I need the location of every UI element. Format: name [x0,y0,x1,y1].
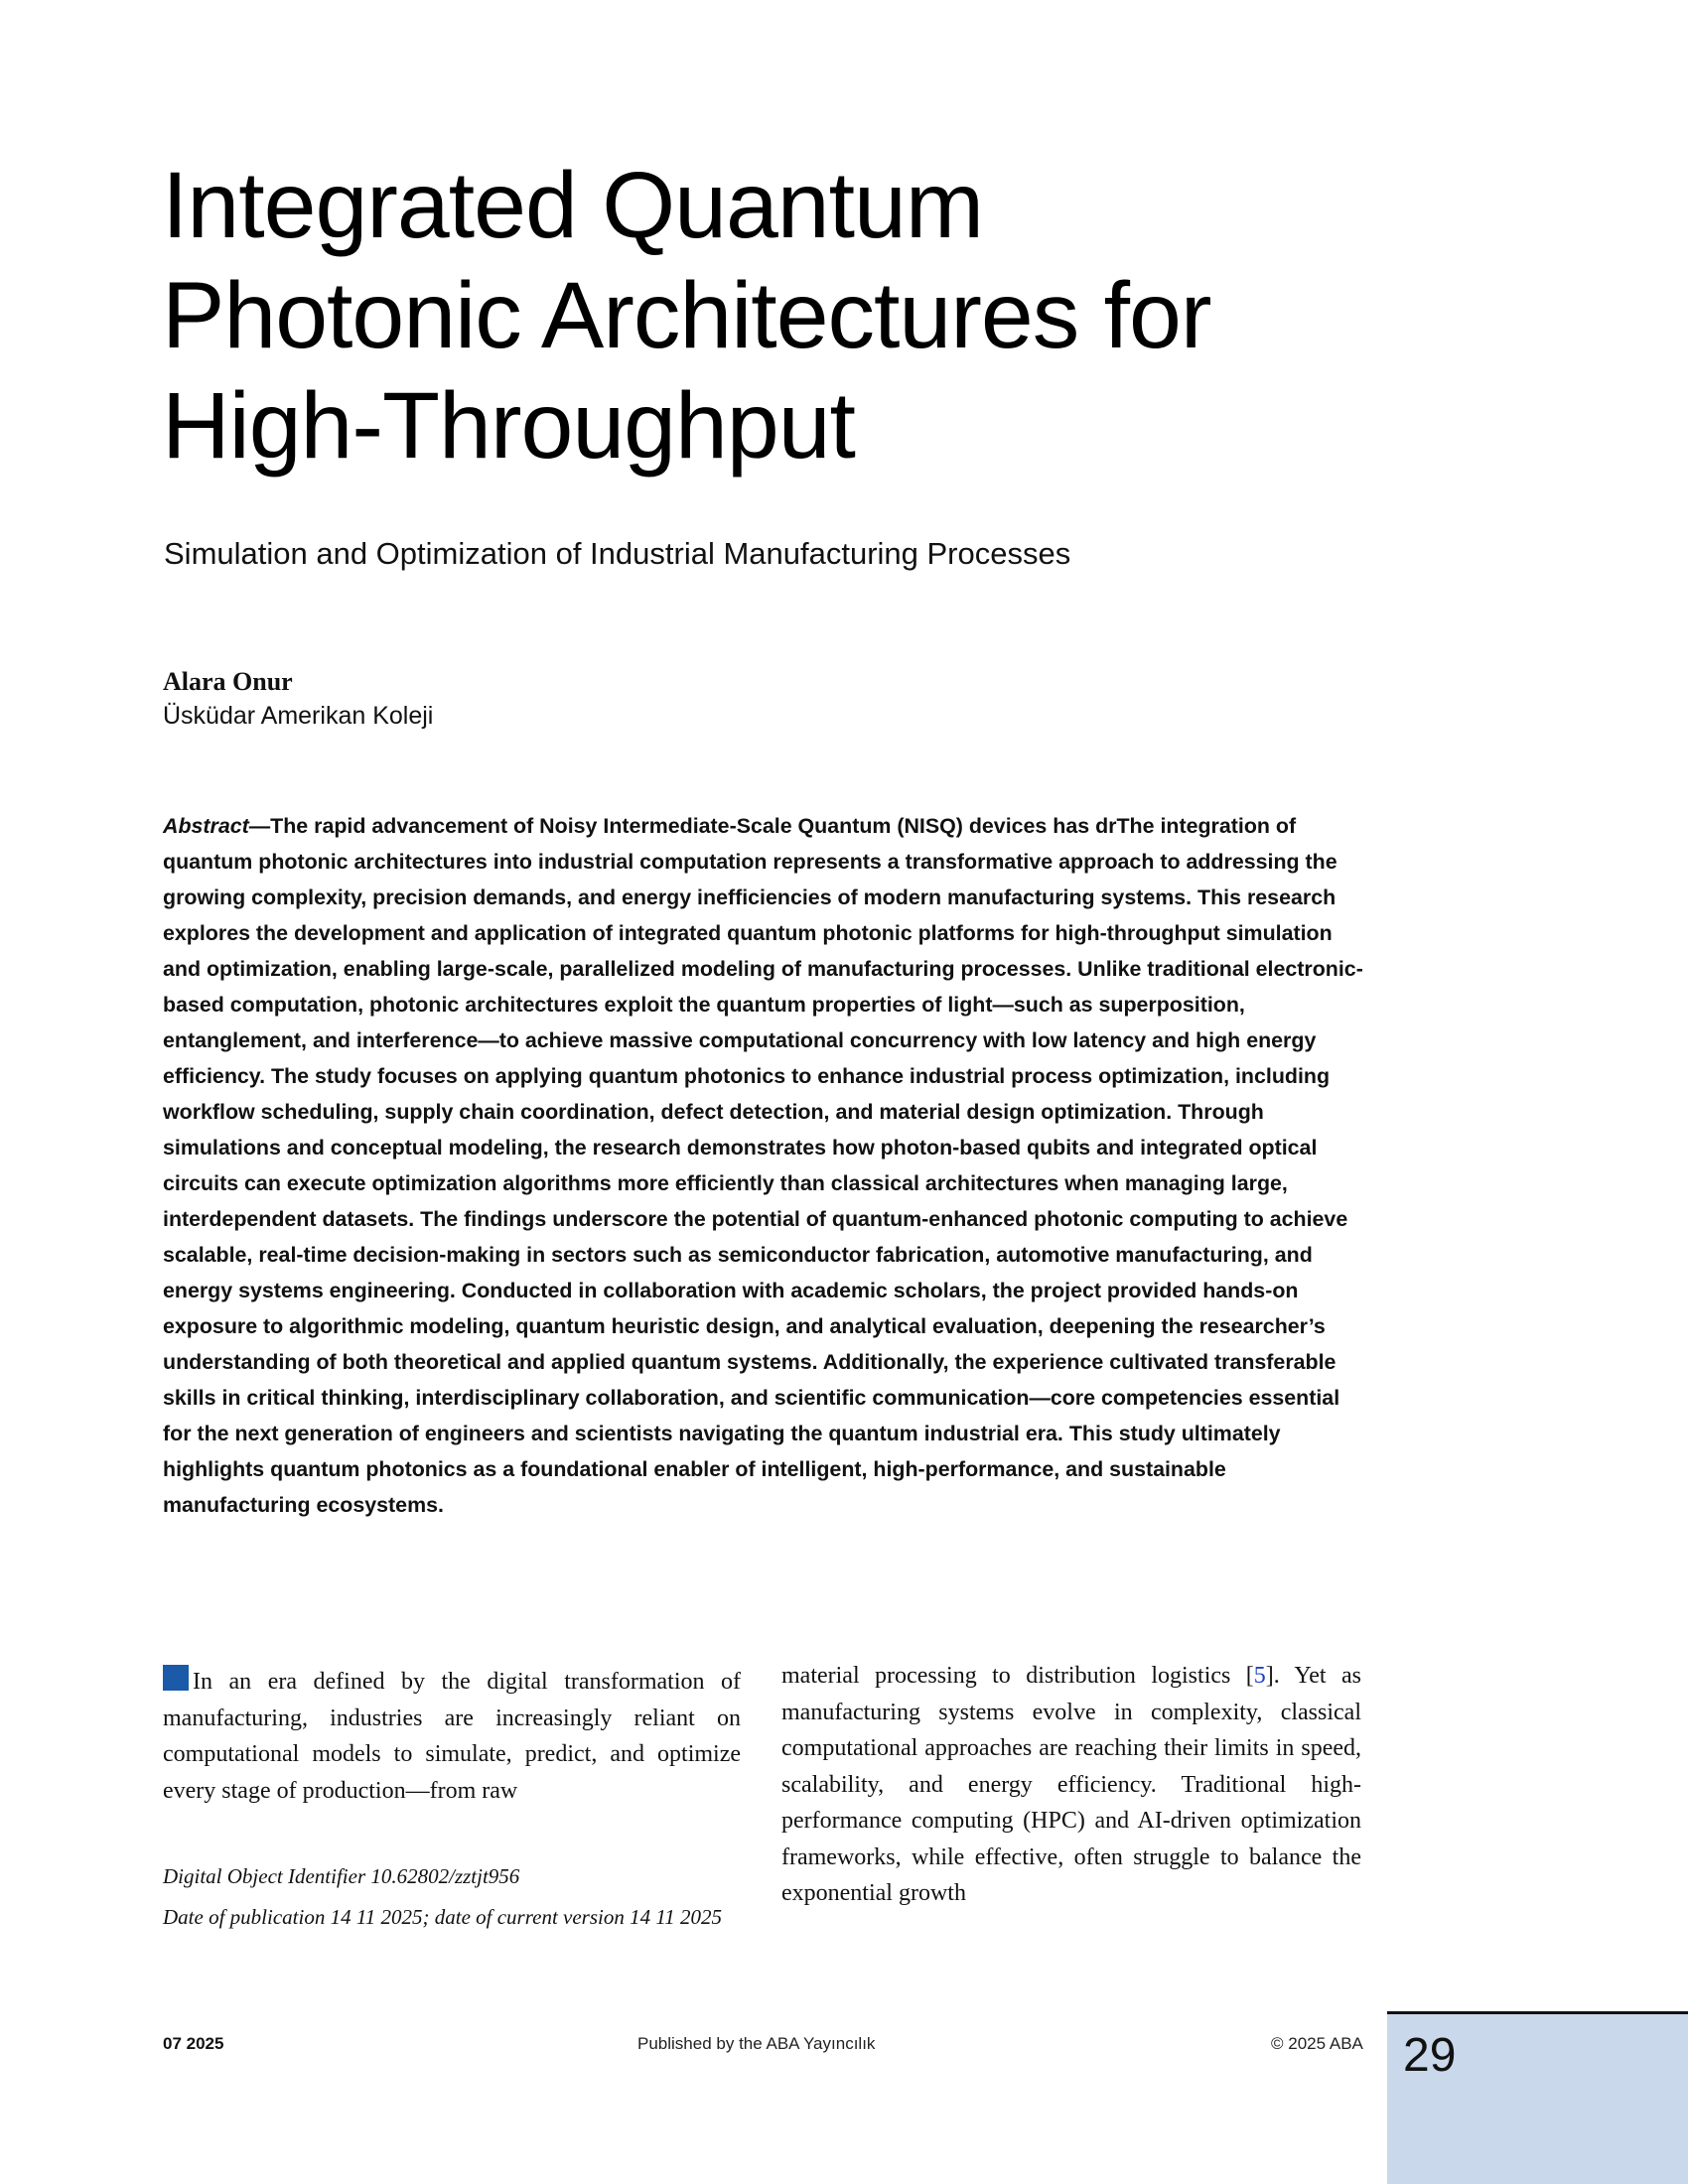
footer-publisher: Published by the ABA Yayıncılık [637,2034,876,2053]
paper-title: Integrated Quantum Photonic Architectures for High-Throughput [162,153,1211,478]
abstract-dash: — [248,814,271,838]
author-name: Alara Onur [163,667,293,696]
section-marker-icon [163,1665,189,1691]
abstract-label: Abstract [163,814,249,838]
body-text-left: n an era defined by the digital transformation of manufacturing, industries are increasingly reliant on computational models to simulate, predict, and optimize every stage of production—from raw [163,1669,741,1804]
doi-line: Digital Object Identifier 10.62802/zztjt956 [163,1864,520,1888]
body-text-right-start: material processing to distribution logistics [ [781,1663,1254,1689]
footer-copyright: © 2025 ABA [1271,2034,1363,2053]
abstract [163,808,1366,1523]
citation-link[interactable]: 5 [1253,1663,1266,1689]
abstract-text: The rapid advancement of Noisy Intermediate-Scale Quantum (NISQ) devices has drThe integration of quantum photonic architectures into industrial computation represents a transformative approach to addressing the growing complexity, precision demands, and energy inefficiencies of modern manufacturing systems. This research explores the development and application of integrated quantum photonic platforms for high-throughput simulation and optimization, enabling large-scale, parallelized modeling of manufacturing processes. Unlike traditional electronic-based computation, photonic architectures exploit the quantum properties of light—such as superposition, entanglement, and interference—to achieve massive computational concurrency with low latency and high energy efficiency. The study focuses on applying quantum photonics to enhance industrial process optimization, including workflow scheduling, supply chain coordination, defect detection, and material design optimization. Through simulations and conceptual modeling, the research demonstrates how photon-based qubits and integrated optical circuits can execute optimization algorithms more efficiently than classical architectures when managing large, interdependent datasets. The findings underscore the potential of quantum-enhanced photonic computing to achieve scalable, real-time decision-making in sectors such as semiconductor fabrication, automotive manufacturing, and energy systems engineering. Conducted in collaboration with academic scholars, the project provided hands-on exposure to algorithmic modeling, quantum heuristic design, and analytical evaluation, deepening the researcher’s understanding of both theoretical and applied quantum systems. Additionally, the experience cultivated transferable skills in critical thinking, interdisciplinary collaboration, and scientific communication—core competencies essential for the next generation of engineers and scientists navigating the quantum industrial era. This study ultimately highlights quantum photonics as a foundational enabler of intelligent, high-performance, and sustainable manufacturing ecosystems. [163,814,1363,1517]
body-column-left [163,1664,741,1809]
body-column-right [781,1658,1361,1912]
dropcap-letter: I [193,1669,201,1695]
paper-subtitle: Simulation and Optimization of Industrial Manufacturing Processes [164,536,1071,571]
footer-issue-date: 07 2025 [163,2034,224,2053]
page-number: 29 [1403,2029,1457,2082]
body-text-right-end: ]. Yet as manufacturing systems evolve in complexity, classical computational approaches are reaching their limits in speed, scalability, and energy efficiency. Traditional high-performance computing (HPC) and AI-driven optimization frameworks, while effective, often struggle to balance the exponential growth [781,1663,1361,1906]
author-affiliation: Üsküdar Amerikan Koleji [163,702,434,730]
publication-dates: Date of publication 14 11 2025; date of current version 14 11 2025 [163,1905,723,1929]
publication-metadata [163,1856,741,1938]
